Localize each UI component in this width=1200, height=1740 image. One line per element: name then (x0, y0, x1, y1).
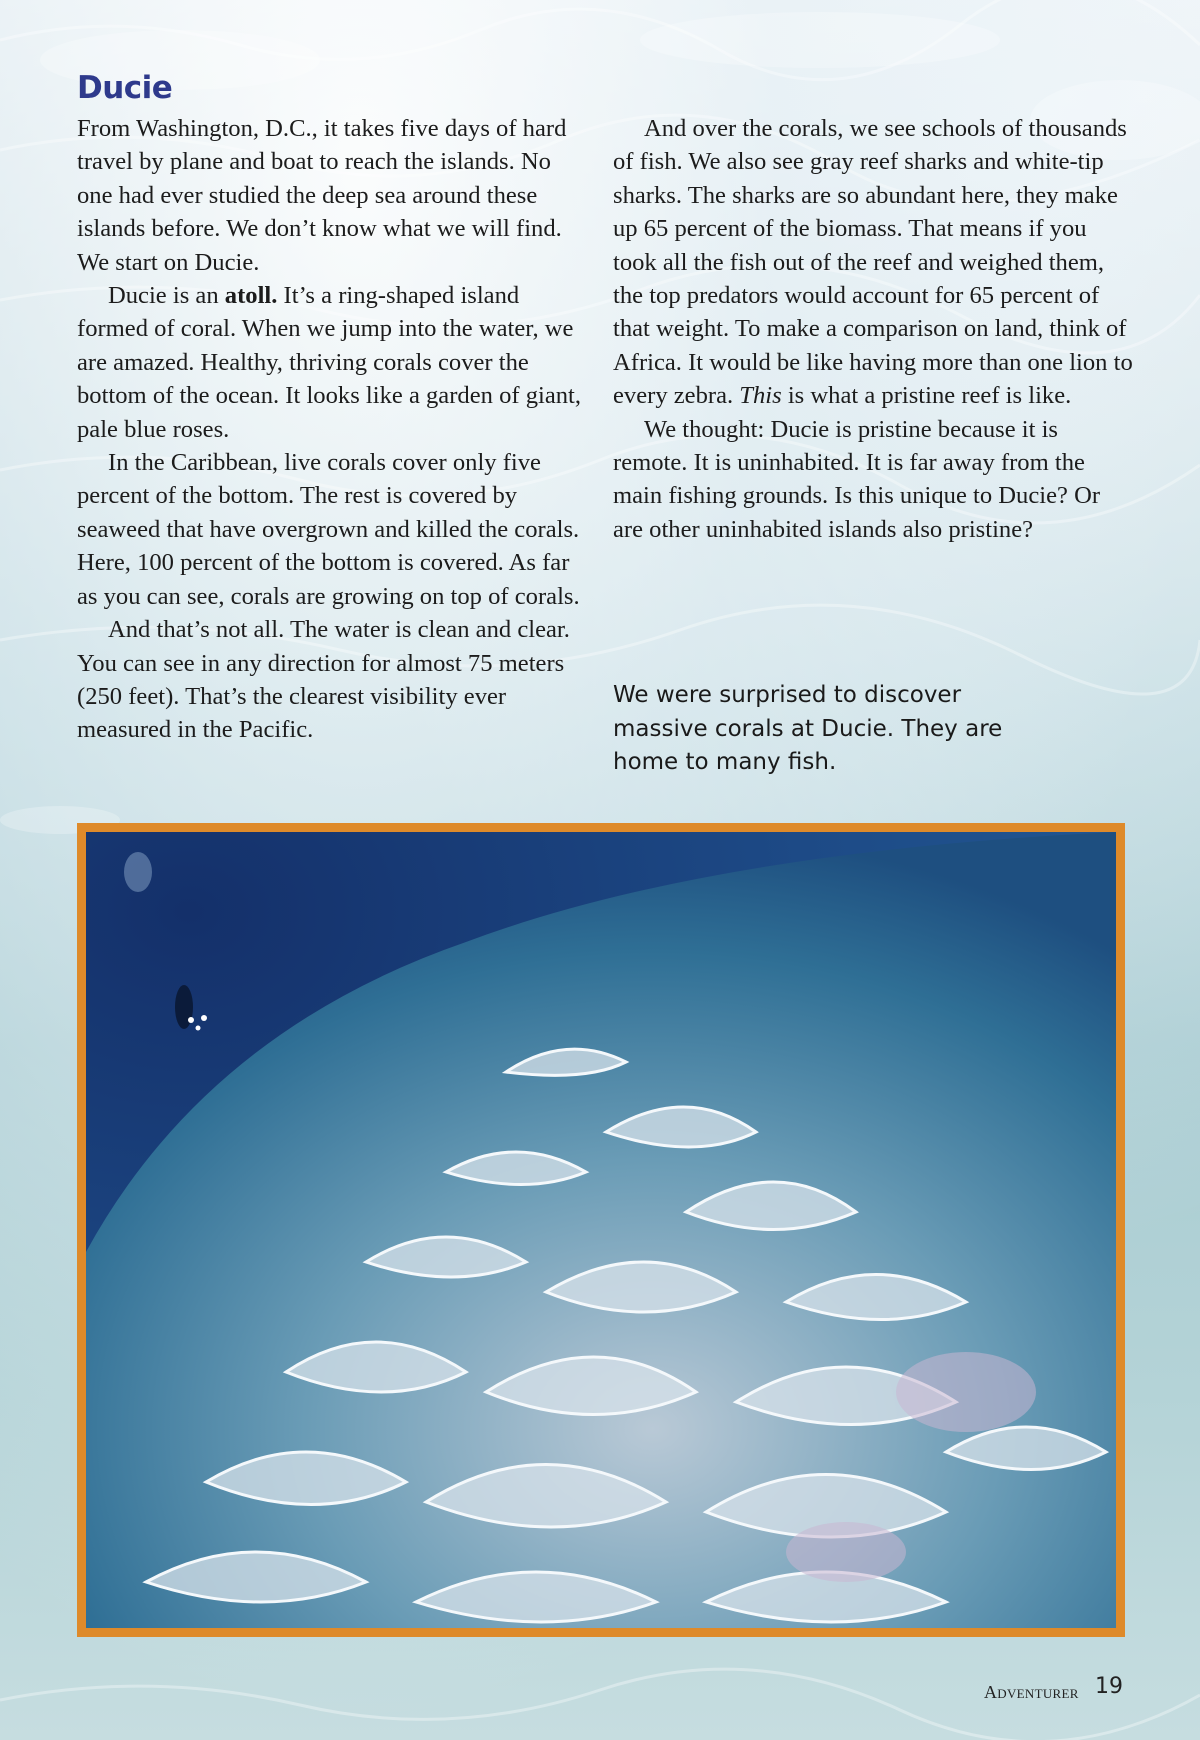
paragraph-sharks: And over the corals, we see schools of thousands of fish. We also see gray reef sharks and white-tip sharks. The sharks are so abundant here, they make up 65 percent of the biomass. That means if you took all the fish out of the reef and weighed them, the top predators would account for 65 percent of that weight. To make a comparison on land, think of Africa. It would be like having more than one lion to every zebra. This is what a pristine reef is like. (613, 115, 1133, 410)
glossary-term-atoll: atoll. (224, 282, 278, 310)
paragraph-caribbean: In the Caribbean, live corals cover only five percent of the bottom. The rest is covered by seaweed that have overgrown and killed the corals. Here, 100 percent of the bottom is covered. As far as you can see, corals are growing on top of corals. (77, 449, 580, 610)
page-number: 19 (1095, 1674, 1123, 1699)
article-heading: Ducie (77, 70, 173, 106)
paragraph-visibility: And that’s not all. The water is clean and clear. You can see in any direction for almost 75 meters (250 feet). That’s the clearest visibility ever measured in the Pacific. (77, 616, 570, 744)
coral-photo-frame (77, 823, 1125, 1637)
photo-caption: We were surprised to discover massive corals at Ducie. They are home to many fish. (613, 682, 1003, 775)
coral-reef-photo (86, 832, 1116, 1628)
article-left-column (77, 112, 587, 747)
emphasis-this: This (739, 382, 782, 410)
paragraph-atoll: Ducie is an atoll. It’s a ring-shaped island formed of coral. When we jump into the water, we are amazed. Healthy, thriving corals cover the bottom of the ocean. It looks like a garden of giant, pale blue roses. (77, 282, 582, 443)
article-right-column (613, 112, 1133, 546)
paragraph-travel: From Washington, D.C., it takes five days of hard travel by plane and boat to reach the islands. No one had ever studied the deep sea around these islands before. We don’t know what we will find. We start on Ducie. (77, 115, 567, 276)
paragraph-pristine: We thought: Ducie is pristine because it is remote. It is uninhabited. It is far away from the main fishing grounds. Is this unique to Ducie? Or are other uninhabited islands also pristine? (613, 415, 1101, 543)
coral-reef-illustration (86, 832, 1116, 1628)
publication-name: Adventurer (984, 1682, 1079, 1702)
